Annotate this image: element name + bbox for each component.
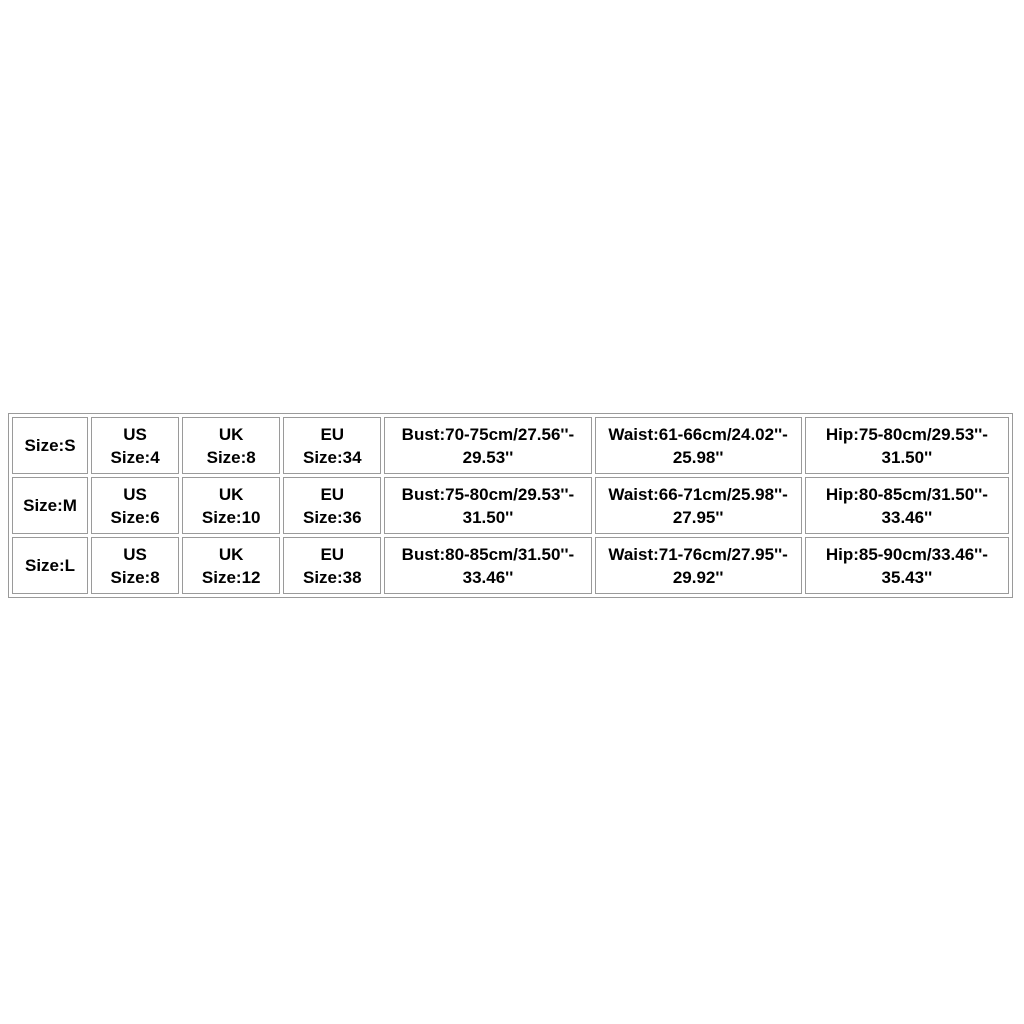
size-cell: Size:S xyxy=(12,417,88,474)
bust-cell: Bust:70-75cm/27.56''- 29.53'' xyxy=(384,417,591,474)
us-size-cell: US Size:4 xyxy=(91,417,179,474)
hip-cell: Hip:75-80cm/29.53''- 31.50'' xyxy=(805,417,1009,474)
size-chart-table xyxy=(8,413,1013,598)
eu-size-cell: EU Size:34 xyxy=(283,417,381,474)
table-row xyxy=(12,537,1009,594)
waist-cell: Waist:71-76cm/27.95''- 29.92'' xyxy=(595,537,802,594)
us-size-cell: US Size:8 xyxy=(91,537,179,594)
size-cell: Size:L xyxy=(12,537,88,594)
table-row xyxy=(12,477,1009,534)
bust-cell: Bust:75-80cm/29.53''- 31.50'' xyxy=(384,477,591,534)
eu-size-cell: EU Size:38 xyxy=(283,537,381,594)
us-size-cell: US Size:6 xyxy=(91,477,179,534)
hip-cell: Hip:80-85cm/31.50''- 33.46'' xyxy=(805,477,1009,534)
eu-size-cell: EU Size:36 xyxy=(283,477,381,534)
bust-cell: Bust:80-85cm/31.50''- 33.46'' xyxy=(384,537,591,594)
size-cell: Size:M xyxy=(12,477,88,534)
waist-cell: Waist:66-71cm/25.98''- 27.95'' xyxy=(595,477,802,534)
uk-size-cell: UK Size:8 xyxy=(182,417,280,474)
hip-cell: Hip:85-90cm/33.46''- 35.43'' xyxy=(805,537,1009,594)
uk-size-cell: UK Size:10 xyxy=(182,477,280,534)
table-row xyxy=(12,417,1009,474)
uk-size-cell: UK Size:12 xyxy=(182,537,280,594)
waist-cell: Waist:61-66cm/24.02''- 25.98'' xyxy=(595,417,802,474)
